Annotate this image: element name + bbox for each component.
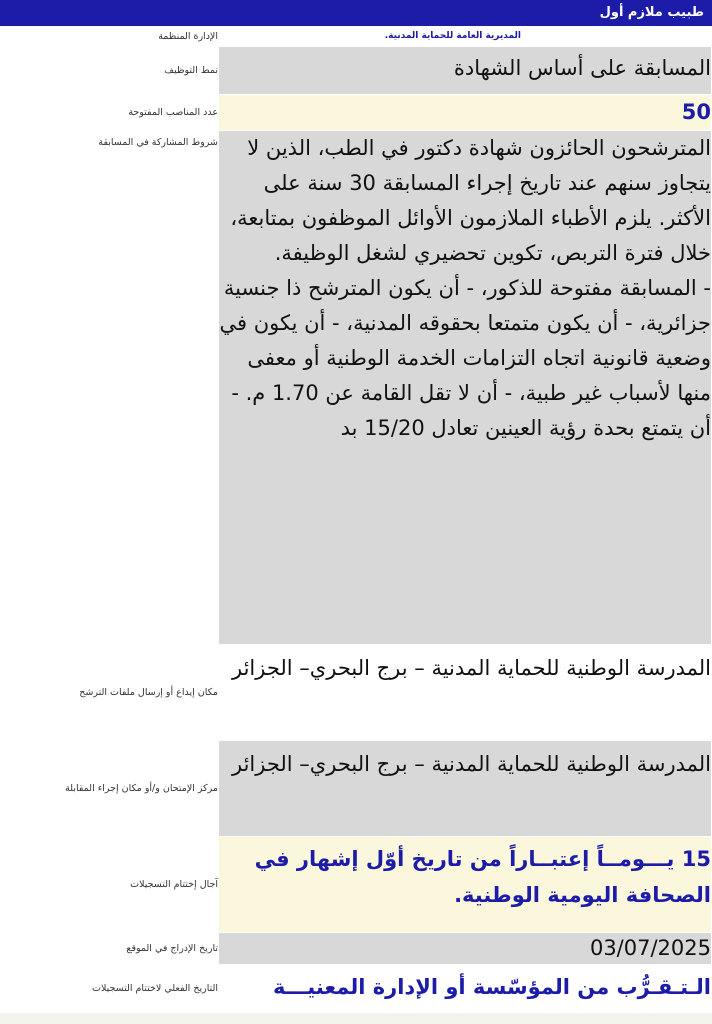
- posting-date-value: 03/07/2025: [219, 933, 712, 965]
- posting-date-label: تاريخ الإدراج في الموقع: [1, 933, 219, 965]
- organizing-administration-value: المديرية العامة للحماية المدنية.: [384, 31, 521, 41]
- actual-closing-date-value: الـتـقـرُّب من المؤسّسة أو الإدارة المعنيـــة: [273, 975, 711, 999]
- job-info-table: [0, 26, 712, 1013]
- file-submission-place-label: مكان إيداع أو إرسال ملفات الترشح: [1, 645, 219, 741]
- conditions-paragraph-2: - المسابقة مفتوحة للذكور، - أن يكون المترشح ذا جنسية جزائرية، - أن يكون متمتعا بحقوقه المدنية، - أن يكون في وضعية قانونية اتجاه التزامات الخدمة الوطنية أو معفى منها لأسباب غير طبية، - أن لا تقل القامة عن 1.70 م. - أن يتمتع بحدة رؤية العينين تعادل 15/20 بد: [219, 276, 711, 440]
- row-open-positions: [1, 95, 712, 131]
- file-submission-place-value: المدرسة الوطنية للحماية المدنية – برج البحري– الجزائر: [219, 645, 712, 741]
- conditions-paragraph-1: المترشحون الحائزون شهادة دكتور في الطب، الذين لا يتجاوز سنهم عند تاريخ إجراء المسابقة 30 سنة على الأكثر. يلزم الأطباء الملازمون الأوائل الموظفون بمتابعة، خلال فترة التربص، تكوين تحضيري لشغل الوظيفة.: [230, 136, 711, 265]
- exam-center-value: المدرسة الوطنية للحماية المدنية – برج البحري– الجزائر: [219, 741, 712, 837]
- row-file-submission-place: [1, 645, 712, 741]
- row-posting-date: [1, 933, 712, 965]
- registration-deadline-label: آجال إختتام التسجيلات: [1, 837, 219, 933]
- registration-deadline-value: 15 يـــومــاً إعتبــاراً من تاريخ أوّل إشهار في الصحافة اليومية الوطنية.: [254, 847, 711, 907]
- participation-conditions-label: شروط المشاركة في المسابقة: [1, 131, 219, 645]
- row-actual-closing-date: [1, 965, 712, 1013]
- row-registration-deadline: [1, 837, 712, 933]
- row-exam-center: [1, 741, 712, 837]
- organizing-administration-label: الإدارة المنظمة: [1, 27, 219, 47]
- actual-closing-date-label: التاريخ الفعلي لاختتام التسجيلات: [1, 965, 219, 1013]
- exam-center-label: مركز الإمتحان و/أو مكان إجراء المقابلة: [1, 741, 219, 837]
- employment-type-label: نمط التوظيف: [1, 47, 219, 95]
- row-employment-type: [1, 47, 712, 95]
- row-participation-conditions: [1, 131, 712, 645]
- row-organizing-administration: [1, 27, 712, 47]
- employment-type-value: المسابقة على أساس الشهادة: [219, 47, 712, 95]
- participation-conditions-value: [219, 131, 712, 645]
- open-positions-value: 50: [681, 100, 711, 124]
- job-title-bar: طبيب ملازم أول: [0, 0, 712, 26]
- open-positions-label: عدد المناصب المفتوحة: [1, 95, 219, 131]
